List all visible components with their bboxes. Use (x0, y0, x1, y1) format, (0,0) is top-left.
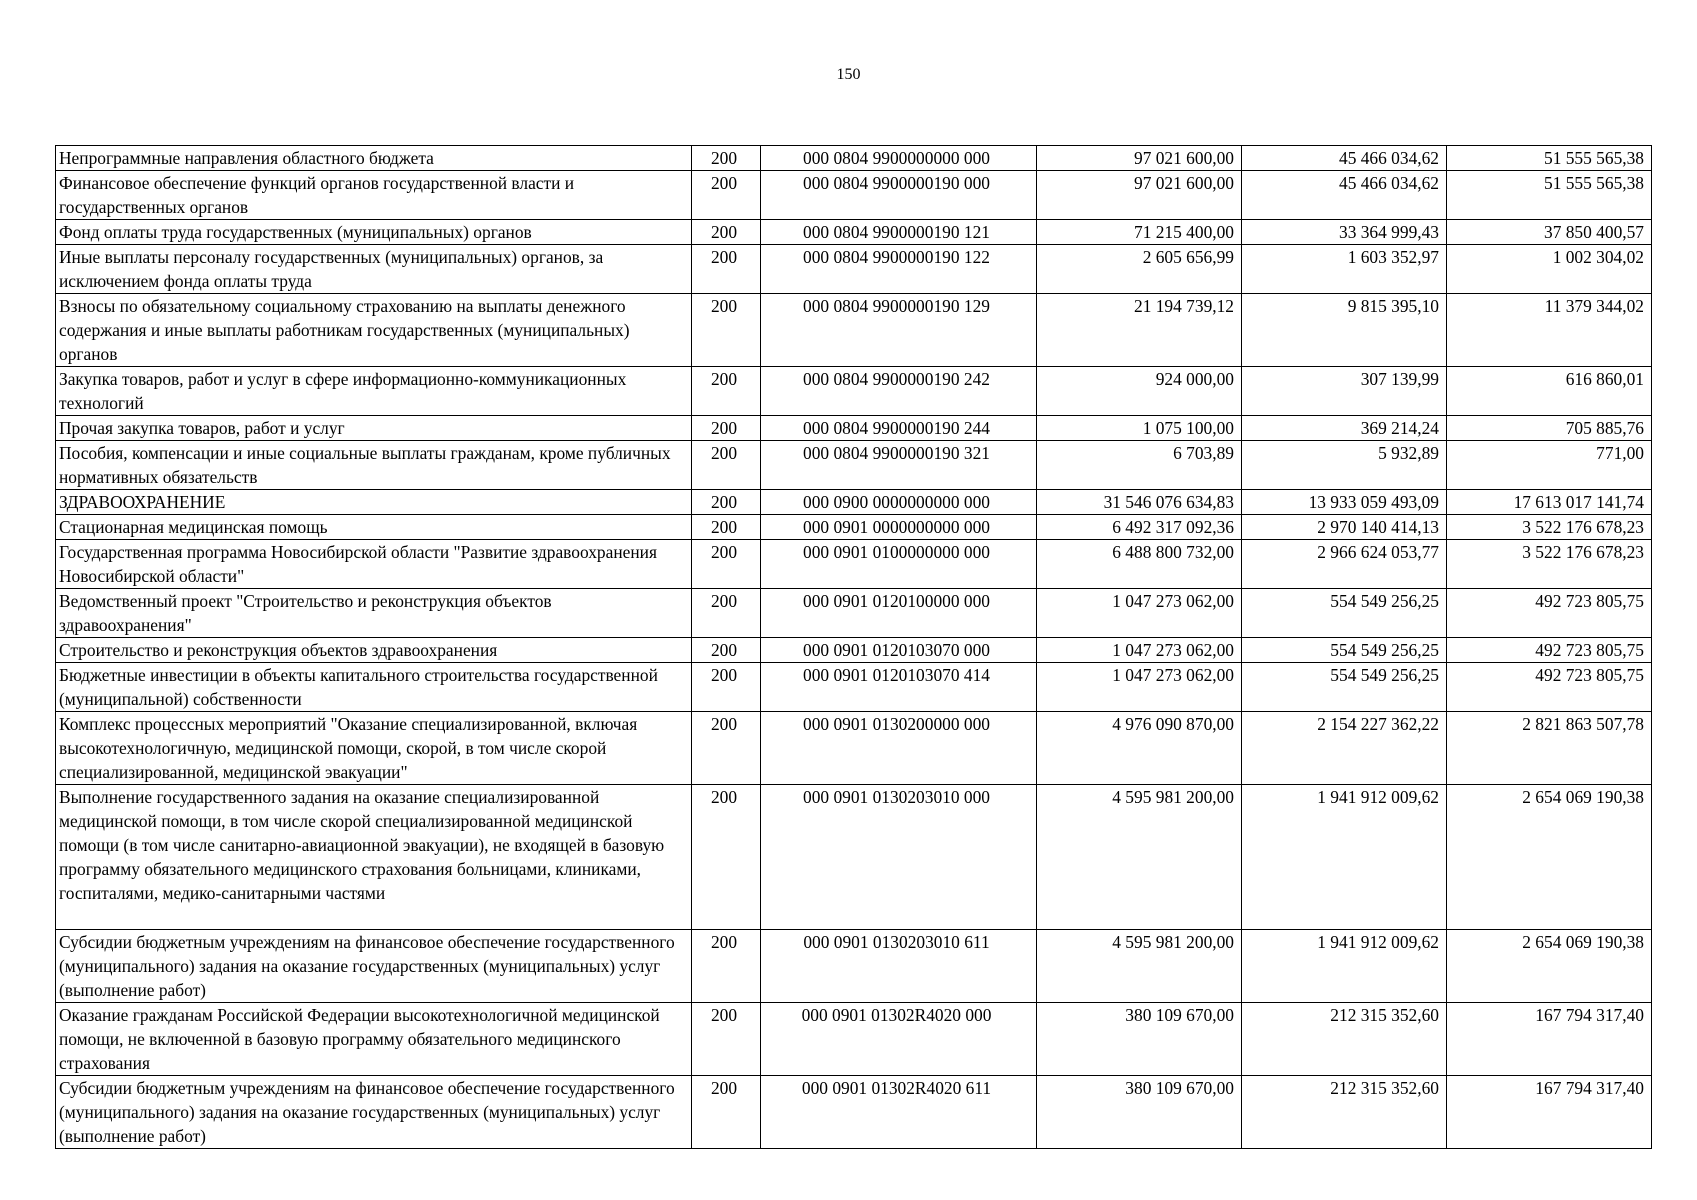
remaining-amount-cell: 167 794 317,40 (1447, 1003, 1652, 1076)
expense-name-cell: Субсидии бюджетным учреждениям на финансовое обеспечение государственного (муниципального) задания на оказание государственных (муниципальных) услуг (выполнение работ) (56, 1076, 692, 1149)
approved-amount-cell: 21 194 739,12 (1037, 294, 1242, 367)
expense-code-cell: 200 (692, 785, 761, 930)
budget-classification-cell: 000 0804 9900000190 000 (761, 171, 1037, 220)
approved-amount-cell: 380 109 670,00 (1037, 1076, 1242, 1149)
executed-amount-cell: 554 549 256,25 (1242, 663, 1447, 712)
expense-code-cell: 200 (692, 515, 761, 540)
remaining-amount-cell: 17 613 017 141,74 (1447, 490, 1652, 515)
approved-amount-cell: 4 595 981 200,00 (1037, 930, 1242, 1003)
executed-amount-cell: 2 154 227 362,22 (1242, 712, 1447, 785)
budget-execution-table (55, 145, 1652, 1149)
executed-amount-cell: 1 603 352,97 (1242, 245, 1447, 294)
expense-code-cell: 200 (692, 490, 761, 515)
expense-name-cell: Прочая закупка товаров, работ и услуг (56, 416, 692, 441)
table-row (56, 540, 1652, 589)
expense-code-cell: 200 (692, 146, 761, 171)
table-row (56, 245, 1652, 294)
approved-amount-cell: 924 000,00 (1037, 367, 1242, 416)
remaining-amount-cell: 492 723 805,75 (1447, 638, 1652, 663)
approved-amount-cell: 97 021 600,00 (1037, 171, 1242, 220)
executed-amount-cell: 13 933 059 493,09 (1242, 490, 1447, 515)
remaining-amount-cell: 2 821 863 507,78 (1447, 712, 1652, 785)
expense-name-cell: Закупка товаров, работ и услуг в сфере информационно-коммуникационных технологий (56, 367, 692, 416)
budget-classification-cell: 000 0804 9900000190 129 (761, 294, 1037, 367)
executed-amount-cell: 212 315 352,60 (1242, 1076, 1447, 1149)
table-row (56, 515, 1652, 540)
approved-amount-cell: 380 109 670,00 (1037, 1003, 1242, 1076)
expense-name-cell: Фонд оплаты труда государственных (муниципальных) органов (56, 220, 692, 245)
remaining-amount-cell: 616 860,01 (1447, 367, 1652, 416)
expense-code-cell: 200 (692, 245, 761, 294)
executed-amount-cell: 2 966 624 053,77 (1242, 540, 1447, 589)
executed-amount-cell: 2 970 140 414,13 (1242, 515, 1447, 540)
budget-classification-cell: 000 0901 0130203010 000 (761, 785, 1037, 930)
approved-amount-cell: 1 075 100,00 (1037, 416, 1242, 441)
remaining-amount-cell: 3 522 176 678,23 (1447, 515, 1652, 540)
remaining-amount-cell: 51 555 565,38 (1447, 171, 1652, 220)
executed-amount-cell: 45 466 034,62 (1242, 146, 1447, 171)
expense-code-cell: 200 (692, 171, 761, 220)
approved-amount-cell: 1 047 273 062,00 (1037, 663, 1242, 712)
executed-amount-cell: 1 941 912 009,62 (1242, 930, 1447, 1003)
budget-classification-cell: 000 0901 0130203010 611 (761, 930, 1037, 1003)
expense-name-cell: Строительство и реконструкция объектов здравоохранения (56, 638, 692, 663)
expense-name-cell: Государственная программа Новосибирской области "Развитие здравоохранения Новосибирской области" (56, 540, 692, 589)
expense-name-cell: Непрограммные направления областного бюджета (56, 146, 692, 171)
budget-classification-cell: 000 0901 0120100000 000 (761, 589, 1037, 638)
approved-amount-cell: 4 595 981 200,00 (1037, 785, 1242, 930)
table-row (56, 294, 1652, 367)
expense-code-cell: 200 (692, 663, 761, 712)
table-row (56, 441, 1652, 490)
table-row (56, 1076, 1652, 1149)
budget-classification-cell: 000 0901 01302R4020 611 (761, 1076, 1037, 1149)
approved-amount-cell: 6 703,89 (1037, 441, 1242, 490)
table-row (56, 367, 1652, 416)
expense-name-cell: Ведомственный проект "Строительство и реконструкция объектов здравоохранения" (56, 589, 692, 638)
expense-code-cell: 200 (692, 441, 761, 490)
budget-classification-cell: 000 0901 0100000000 000 (761, 540, 1037, 589)
table-row (56, 589, 1652, 638)
budget-classification-cell: 000 0901 0000000000 000 (761, 515, 1037, 540)
expense-name-cell: Стационарная медицинская помощь (56, 515, 692, 540)
remaining-amount-cell: 2 654 069 190,38 (1447, 930, 1652, 1003)
remaining-amount-cell: 705 885,76 (1447, 416, 1652, 441)
budget-classification-cell: 000 0804 9900000190 122 (761, 245, 1037, 294)
expense-name-cell: Пособия, компенсации и иные социальные выплаты гражданам, кроме публичных нормативных обязательств (56, 441, 692, 490)
executed-amount-cell: 5 932,89 (1242, 441, 1447, 490)
remaining-amount-cell: 1 002 304,02 (1447, 245, 1652, 294)
approved-amount-cell: 2 605 656,99 (1037, 245, 1242, 294)
budget-classification-cell: 000 0804 9900000190 321 (761, 441, 1037, 490)
executed-amount-cell: 9 815 395,10 (1242, 294, 1447, 367)
expense-name-cell: Оказание гражданам Российской Федерации высокотехнологичной медицинской помощи, не включенной в базовую программу обязательного медицинского страхования (56, 1003, 692, 1076)
remaining-amount-cell: 2 654 069 190,38 (1447, 785, 1652, 930)
remaining-amount-cell: 492 723 805,75 (1447, 589, 1652, 638)
remaining-amount-cell: 3 522 176 678,23 (1447, 540, 1652, 589)
expense-code-cell: 200 (692, 1003, 761, 1076)
expense-code-cell: 200 (692, 589, 761, 638)
executed-amount-cell: 1 941 912 009,62 (1242, 785, 1447, 930)
expense-code-cell: 200 (692, 1076, 761, 1149)
approved-amount-cell: 6 488 800 732,00 (1037, 540, 1242, 589)
budget-classification-cell: 000 0901 0120103070 414 (761, 663, 1037, 712)
remaining-amount-cell: 51 555 565,38 (1447, 146, 1652, 171)
expense-code-cell: 200 (692, 294, 761, 367)
executed-amount-cell: 307 139,99 (1242, 367, 1447, 416)
expense-name-cell: Субсидии бюджетным учреждениям на финансовое обеспечение государственного (муниципального) задания на оказание государственных (муниципальных) услуг (выполнение работ) (56, 930, 692, 1003)
table-row (56, 416, 1652, 441)
table-row (56, 663, 1652, 712)
budget-classification-cell: 000 0901 0120103070 000 (761, 638, 1037, 663)
table-row (56, 146, 1652, 171)
budget-classification-cell: 000 0804 9900000190 244 (761, 416, 1037, 441)
table-row (56, 930, 1652, 1003)
expense-code-cell: 200 (692, 416, 761, 441)
executed-amount-cell: 369 214,24 (1242, 416, 1447, 441)
remaining-amount-cell: 492 723 805,75 (1447, 663, 1652, 712)
page-number: 150 (836, 66, 861, 83)
expense-code-cell: 200 (692, 540, 761, 589)
table-row (56, 712, 1652, 785)
remaining-amount-cell: 167 794 317,40 (1447, 1076, 1652, 1149)
expense-code-cell: 200 (692, 930, 761, 1003)
table-row (56, 785, 1652, 930)
table-row (56, 638, 1652, 663)
approved-amount-cell: 97 021 600,00 (1037, 146, 1242, 171)
approved-amount-cell: 71 215 400,00 (1037, 220, 1242, 245)
budget-classification-cell: 000 0901 0130200000 000 (761, 712, 1037, 785)
executed-amount-cell: 554 549 256,25 (1242, 638, 1447, 663)
expense-name-cell: Взносы по обязательному социальному страхованию на выплаты денежного содержания и иные выплаты работникам государственных (муниципальных) органов (56, 294, 692, 367)
table-row (56, 490, 1652, 515)
budget-classification-cell: 000 0900 0000000000 000 (761, 490, 1037, 515)
budget-classification-cell: 000 0804 9900000190 121 (761, 220, 1037, 245)
budget-classification-cell: 000 0804 9900000190 242 (761, 367, 1037, 416)
expense-code-cell: 200 (692, 220, 761, 245)
remaining-amount-cell: 37 850 400,57 (1447, 220, 1652, 245)
expense-name-cell: Иные выплаты персоналу государственных (муниципальных) органов, за исключением фонда оплаты труда (56, 245, 692, 294)
expense-name-cell: Бюджетные инвестиции в объекты капитального строительства государственной (муниципальной) собственности (56, 663, 692, 712)
approved-amount-cell: 31 546 076 634,83 (1037, 490, 1242, 515)
approved-amount-cell: 1 047 273 062,00 (1037, 589, 1242, 638)
table-row (56, 171, 1652, 220)
expense-code-cell: 200 (692, 367, 761, 416)
approved-amount-cell: 4 976 090 870,00 (1037, 712, 1242, 785)
executed-amount-cell: 554 549 256,25 (1242, 589, 1447, 638)
executed-amount-cell: 45 466 034,62 (1242, 171, 1447, 220)
budget-classification-cell: 000 0804 9900000000 000 (761, 146, 1037, 171)
executed-amount-cell: 33 364 999,43 (1242, 220, 1447, 245)
approved-amount-cell: 1 047 273 062,00 (1037, 638, 1242, 663)
table-body (56, 146, 1652, 1149)
expense-name-cell: Выполнение государственного задания на оказание специализированной медицинской помощи, в том числе скорой специализированной медицинской помощи (в том числе санитарно-авиационной эвакуации), не входящей в базовую программу обязательного медицинского страхования больницами, клиниками, госпиталями, медико-санитарными частями (56, 785, 692, 930)
table-row (56, 220, 1652, 245)
executed-amount-cell: 212 315 352,60 (1242, 1003, 1447, 1076)
approved-amount-cell: 6 492 317 092,36 (1037, 515, 1242, 540)
expense-name-cell: ЗДРАВООХРАНЕНИЕ (56, 490, 692, 515)
budget-classification-cell: 000 0901 01302R4020 000 (761, 1003, 1037, 1076)
expense-name-cell: Комплекс процессных мероприятий "Оказание специализированной, включая высокотехнологичную, медицинской помощи, скорой, в том числе скорой специализированной, медицинской эвакуации" (56, 712, 692, 785)
expense-name-cell: Финансовое обеспечение функций органов государственной власти и государственных органов (56, 171, 692, 220)
expense-code-cell: 200 (692, 712, 761, 785)
table-row (56, 1003, 1652, 1076)
remaining-amount-cell: 11 379 344,02 (1447, 294, 1652, 367)
expense-code-cell: 200 (692, 638, 761, 663)
remaining-amount-cell: 771,00 (1447, 441, 1652, 490)
